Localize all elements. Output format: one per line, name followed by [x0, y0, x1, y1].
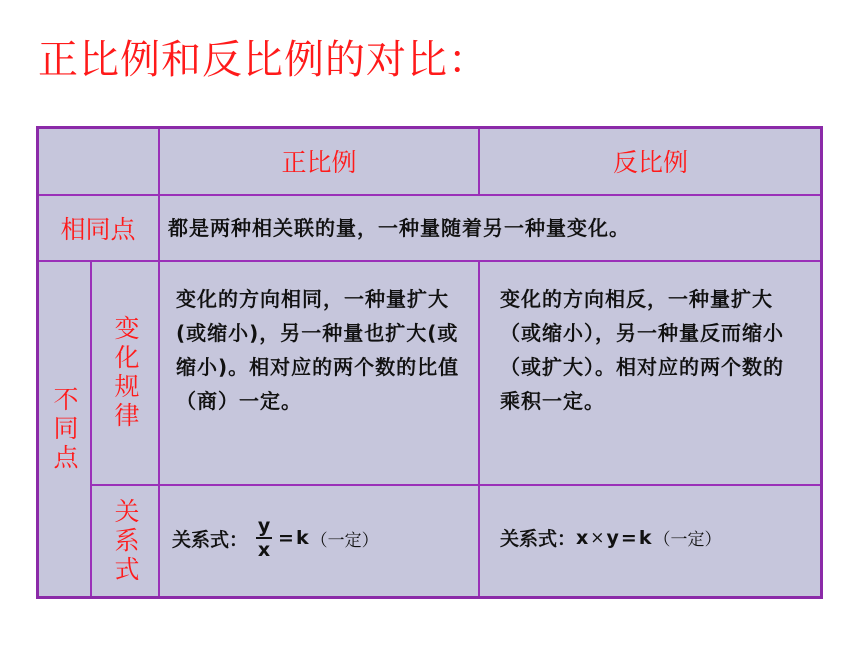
relation-inverse-prefix: 关系式： [500, 528, 577, 550]
constant-k: k [295, 527, 309, 549]
constant-note: （一定） [310, 530, 379, 551]
header-inverse-proportion-cell [478, 126, 823, 196]
different-points-label-cell [36, 260, 92, 599]
variable-y: y [606, 526, 619, 549]
same-points-label: 相同点 [60, 215, 136, 244]
relation-direct-formula [172, 516, 379, 560]
same-points-label-cell [36, 194, 160, 262]
header-inverse-proportion: 反比例 [612, 148, 688, 177]
change-rule-direct-text: 变化的方向相同，一种量扩大(或缩小)，另一种量也扩大(或缩小)。相对应的两个数的比值（商）一定。 [176, 287, 460, 413]
times-sign: × [590, 527, 605, 548]
change-rule-inverse-cell [478, 260, 823, 486]
page-title: 正比例和反比例的对比： [38, 37, 489, 83]
variable-x: x [576, 526, 589, 549]
header-direct-proportion-cell [158, 126, 480, 196]
relation-label: 关系式 [111, 498, 140, 585]
relation-direct-cell [158, 484, 480, 599]
equals-sign: = [278, 527, 294, 549]
equals-sign: = [620, 526, 637, 549]
different-points-label: 不同点 [50, 386, 79, 473]
relation-inverse-cell [478, 484, 823, 599]
header-direct-proportion: 正比例 [281, 148, 357, 177]
change-rule-label-cell [90, 260, 160, 486]
change-rule-label: 变化规律 [111, 315, 140, 431]
ratio-fraction [256, 516, 272, 560]
fraction-numerator: y [257, 515, 271, 537]
change-rule-direct-cell [158, 260, 480, 486]
fraction-denominator: x [257, 539, 271, 561]
constant-note: （一定） [653, 530, 722, 550]
same-points-content-cell [158, 194, 823, 262]
same-points-text: 都是两种相关联的量，一种量随着另一种量变化。 [168, 216, 630, 240]
relation-label-cell [90, 484, 160, 599]
relation-direct-prefix: 关系式： [172, 528, 249, 551]
relation-inverse-formula [500, 524, 721, 551]
constant-k: k [638, 526, 652, 549]
comparison-table [36, 126, 823, 599]
header-corner-cell [36, 126, 160, 196]
change-rule-inverse-text: 变化的方向相反，一种量扩大（或缩小），另一种量反而缩小（或扩大）。相对应的两个数的乘积一定。 [500, 287, 784, 413]
